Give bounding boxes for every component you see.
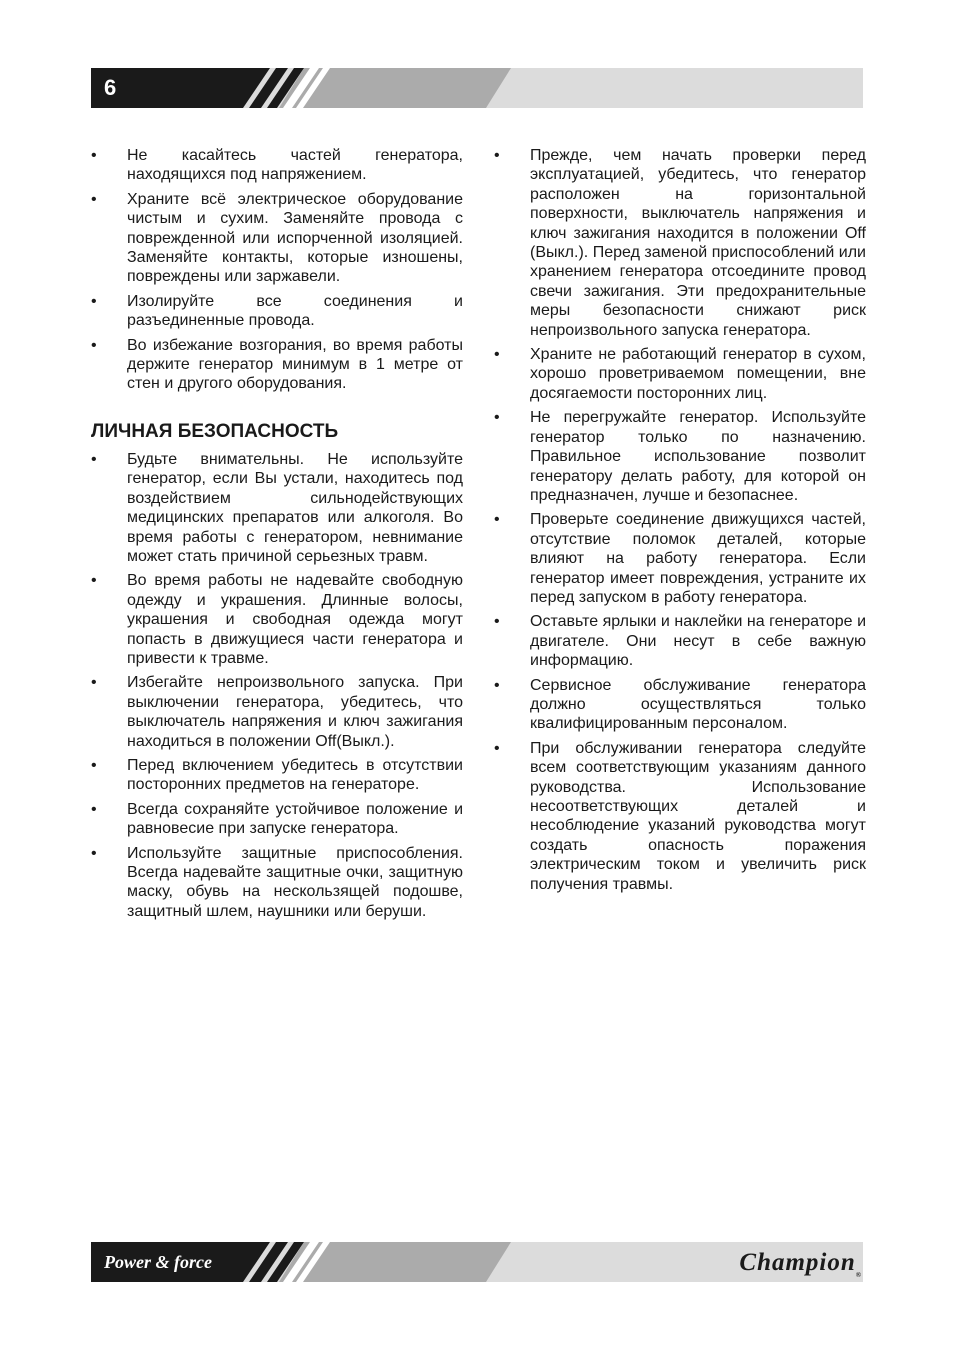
list-item bbox=[91, 800, 463, 839]
left-list-top bbox=[91, 146, 463, 394]
champion-logo bbox=[739, 1242, 862, 1282]
footer-slogan: Power & force bbox=[104, 1252, 212, 1272]
left-column bbox=[91, 146, 463, 926]
list-item-text: Прежде, чем начать проверки перед эксплуатацией, убедитесь, что генератор расположен на горизонтальной поверхности, выключатель напряжения и ключ зажигания находится в положении Off (Выкл.). Перед заменой приспособлений или хранением генератора отсоедините провод свечи зажигания. Эти предохранительные меры безопасности снижают риск непроизвольного запуска генератора. bbox=[530, 147, 866, 339]
list-item-text: Храните не работающий генератор в сухом, хорошо проветриваемом помещении, вне досягаемости посторонних лиц. bbox=[530, 346, 866, 402]
header-stripe-graphic bbox=[91, 68, 863, 108]
bullet: • bbox=[494, 147, 500, 164]
list-item bbox=[91, 190, 463, 287]
list-item bbox=[494, 510, 866, 607]
list-item-text: Будьте внимательны. Не используйте генератор, если Вы устали, находитесь под воздействием сильнодействующих медицинских препаратов или алкоголя. Во время работы с генератором, невнимание может стать причиной серьезных травм. bbox=[127, 450, 463, 565]
bullet: • bbox=[91, 336, 97, 354]
bullet: • bbox=[494, 676, 500, 694]
list-item-text: При обслуживании генератора следуйте всем соответствующим указаниям данного руководства. Использование несоответствующих деталей и несоблюдение указаний руководства могут создать опасность поражения электрическим током и увеличить риск получения травмы. bbox=[530, 739, 866, 893]
list-item-text: Во время работы не надевайте свободную одежду и украшения. Длинные волосы, украшения и свободная одежда могут попасть в движущиеся части генератора и привести к травме. bbox=[127, 572, 463, 667]
list-item bbox=[91, 450, 463, 566]
left-list-section bbox=[91, 450, 463, 921]
list-item bbox=[91, 673, 463, 751]
list-item bbox=[91, 292, 463, 331]
list-item bbox=[91, 844, 463, 922]
bullet: • bbox=[494, 511, 500, 529]
list-item-text: Во избежание возгорания, во время работы держите генератор минимум в 1 метре от стен и другого оборудования. bbox=[127, 336, 463, 393]
list-item bbox=[91, 336, 463, 394]
bullet: • bbox=[91, 450, 97, 468]
bullet: • bbox=[494, 346, 500, 364]
list-item-text: Используйте защитные приспособления. Всегда надевайте защитные очки, защитную маску, обувь на нескользящей подошве, защитный шлем, наушники или беруши. bbox=[127, 844, 463, 920]
list-item-text: Храните всё электрическое оборудование чистым и сухим. Заменяйте провода с поврежденной или испорченной изоляцией. Заменяйте контакты, которые изношены, повреждены или заржавели. bbox=[127, 190, 463, 286]
list-item bbox=[91, 571, 463, 668]
list-item-text: Не перегружайте генератор. Используйте генератор только по назначению. Правильное использование позволит генератору делать работу, для которой он предназначен, лучше и безопаснее. bbox=[530, 409, 866, 504]
list-item-text: Проверьте соединение движущихся частей, отсутствие поломок деталей, которые влияют на работу генератора. Если генератор имеет повреждения, устраните их перед запуском в работу генератора. bbox=[530, 511, 866, 606]
bullet: • bbox=[91, 190, 97, 208]
list-item bbox=[91, 146, 463, 185]
list-item-text: Сервисное обслуживание генератора должно осуществляться только квалифицированным персоналом. bbox=[530, 676, 866, 733]
header-band bbox=[91, 68, 863, 108]
bullet: • bbox=[91, 147, 97, 164]
list-item-text: Не касайтесь частей генератора, находящихся под напряжением. bbox=[127, 147, 463, 184]
bullet: • bbox=[91, 572, 97, 590]
list-item-text: Перед включением убедитесь в отсутствии посторонних предметов на генераторе. bbox=[127, 756, 463, 794]
list-item bbox=[494, 146, 866, 340]
right-column bbox=[494, 146, 866, 899]
list-item-text: Всегда сохраняйте устойчивое положение и равновесие при запуске генератора. bbox=[127, 800, 463, 838]
brand-name: Champion bbox=[739, 1249, 856, 1276]
bullet: • bbox=[494, 739, 500, 757]
list-item-text: Изолируйте все соединения и разъединенные провода. bbox=[127, 292, 463, 330]
bullet: • bbox=[91, 844, 97, 862]
list-item bbox=[494, 676, 866, 734]
list-item bbox=[494, 408, 866, 505]
bullet: • bbox=[494, 613, 500, 631]
list-item bbox=[494, 739, 866, 894]
list-item bbox=[91, 756, 463, 795]
registered-mark: ® bbox=[855, 1271, 862, 1279]
list-item bbox=[494, 612, 866, 670]
bullet: • bbox=[91, 674, 97, 692]
list-item-text: Оставьте ярлыки и наклейки на генераторе и двигателе. Они несут в себе важную информацию. bbox=[530, 613, 866, 670]
right-list bbox=[494, 146, 866, 894]
bullet: • bbox=[91, 292, 97, 310]
list-item bbox=[494, 345, 866, 403]
bullet: • bbox=[494, 409, 500, 427]
section-title: ЛИЧНАЯ БЕЗОПАСНОСТЬ bbox=[91, 420, 339, 442]
page-number: 6 bbox=[104, 75, 117, 100]
bullet: • bbox=[91, 756, 97, 774]
bullet: • bbox=[91, 800, 97, 818]
list-item-text: Избегайте непроизвольного запуска. При выключении генератора, убедитесь, что выключатель напряжения и ключ зажигания находиться в положении Off(Выкл.). bbox=[127, 674, 463, 750]
